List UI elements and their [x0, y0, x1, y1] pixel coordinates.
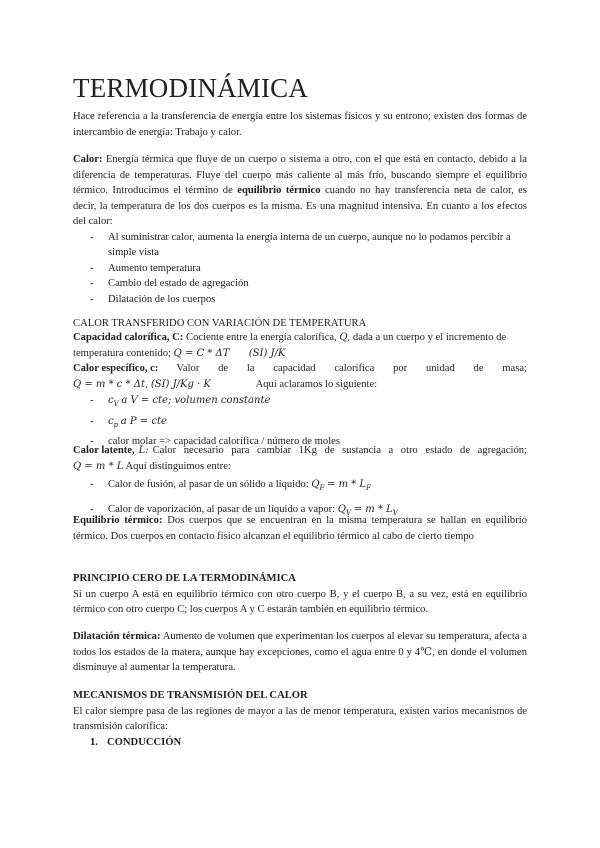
mecanismos-list-item [73, 735, 527, 751]
list-item: - Dilatación de los cuerpos [73, 292, 527, 308]
page-title: TERMODINÁMICA [73, 73, 309, 103]
latente-text: Calor necesario para cambiar 1Kg de sustancia a otro estado de agregación; [152, 445, 527, 456]
especifico-formula: Q = m * c * Δt, [73, 378, 149, 390]
list-item [73, 413, 527, 434]
calor-text-b: cuando no hay transferencia neta de calor, es decir, la temperatura de los dos cuerpos es la misma. Es una magnitud intensiva. En cuanto a los efectos del calor: [73, 185, 528, 227]
latente-symbol: L: [138, 445, 149, 456]
fusion-text: Calor de fusión, al pasar de un sólido a líquido: [108, 479, 309, 490]
vapor-q-sub: V [345, 509, 352, 518]
intro-paragraph: Hace referencia a la transferencia de energía entre los sistemas físicos y su entrono; existen dos formas de intercambio de energía: Trabajo y calor. [73, 111, 527, 138]
list-item: - Cambio del estado de agregación [73, 276, 527, 292]
calor-term: Calor: [73, 154, 103, 165]
calor-text-a: Energía térmica que fluye de un cuerpo o sistema a otro, con el que está en contacto, debido a la diferencia de temperaturas. Fluye del cuerpo más caliente al más frío, buscando siempre el equilibrio térmico. Introducimos el término de [73, 154, 527, 196]
capacidad-term: Capacidad calorífica, C: [73, 332, 184, 343]
conduccion-label: CONDUCCIÓN [107, 736, 182, 748]
mecanismos-text: El calor siempre pasa de las regiones de mayor a las de menor temperatura, existen varios mecanismos de transmisión calorífica: [73, 705, 527, 732]
dilatacion-paragraph [73, 629, 527, 676]
equilibrio-termico-term: equilibrio térmico [237, 185, 321, 196]
equilibrio-term: Equilibrio térmico: [73, 515, 163, 526]
equilibrio-text: Dos cuerpos que se encuentran en la misma temperatura se hallan en equilibrio térmico. Dos cuerpos en contacto físico alcanzan el equilibrio térmico al cabo de cierto tiempo [73, 515, 527, 542]
latente-formula: Q = m * L [73, 460, 124, 472]
dilatacion-text: Aumento de volumen que experimentan los cuerpos al elevar su temperatura, afecta a todos los estados de la matera, aunque hay excepciones, como el agua entre 0 y 4℃, en donde el volumen disminuye al aumentar la temperatura. [73, 631, 527, 673]
capacidad-formula: Q = C * ΔT [173, 347, 230, 359]
calor-effects-list [73, 230, 527, 308]
vapor-text: Calor de vaporización, al pasar de un líquido a vapor: [108, 504, 336, 516]
fusion-q: Q [311, 479, 320, 490]
principio-cero-text: Si un cuerpo A está en equilibrio térmico con otro cuerpo B, y el cuerpo B, a su vez, está en equilibrio térmico con otro cuerpo C; los cuerpos A y C estarán también en equilibrio térmico. [73, 588, 527, 615]
calor-section [73, 152, 527, 307]
calor-transferido-heading: CALOR TRANSFERIDO CON VARIACIÓN DE TEMPERATURA [73, 318, 367, 329]
capacidad-q: Q, [339, 332, 351, 343]
especifico-term: Calor específico, c: [73, 363, 159, 374]
dilatacion-term: Dilatación térmica: [73, 631, 161, 642]
fusion-rhs: = m * L [327, 479, 367, 490]
capacidad-units: (SI) J/K [248, 347, 286, 359]
list-item: - Al suministrar calor, aumenta la energía interna de un cuerpo, aunque no lo podamos percibir a simple vista [73, 230, 527, 261]
capacidad-calorifica-paragraph [73, 330, 527, 361]
list-number: 1. [90, 736, 98, 748]
fusion-q-sub: F [319, 484, 325, 493]
calor-especifico-paragraph [73, 361, 527, 450]
list-item [73, 392, 527, 413]
equilibrio-termico-paragraph [73, 513, 527, 544]
cv-symbol: c [108, 395, 114, 406]
principio-cero-heading: PRINCIPIO CERO DE LA TERMODINÁMICA [73, 573, 296, 584]
cv-text: a V = cte; volumen constante [121, 395, 271, 406]
especifico-list [73, 392, 527, 450]
fusion-l-sub: F [366, 484, 371, 493]
list-item: - Aumento temperatura [73, 261, 527, 277]
especifico-note: Aquí aclaramos lo siguiente: [255, 378, 378, 390]
list-item: - calor molar => capacidad calorífica / número de moles [73, 434, 527, 450]
capacidad-text: Cociente entre la energía calorífica, [186, 332, 337, 343]
mecanismos-section [73, 688, 527, 750]
cp-subscript: p [113, 421, 119, 430]
cv-subscript: V [113, 400, 119, 409]
principio-cero-section [73, 571, 527, 618]
especifico-units: (SI) J/Kg · K [150, 378, 211, 390]
cp-text: a P = cte [120, 416, 167, 428]
cp-symbol: c [108, 416, 114, 428]
list-item [73, 474, 527, 499]
mecanismos-heading: MECANISMOS DE TRANSMISIÓN DEL CALOR [73, 690, 308, 701]
latente-term: Calor latente, [73, 445, 135, 456]
especifico-text: Valor de la capacidad calorífica por unidad de masa; [176, 363, 527, 374]
vapor-q: Q [337, 504, 346, 516]
latente-note: Aquí distinguimos entre: [125, 460, 231, 472]
vapor-rhs: = m * L [353, 504, 393, 516]
capacidad-text2: dada a un cuerpo y el incremento de temperatura contenido; [73, 332, 507, 359]
vapor-l-sub: V [392, 509, 398, 518]
